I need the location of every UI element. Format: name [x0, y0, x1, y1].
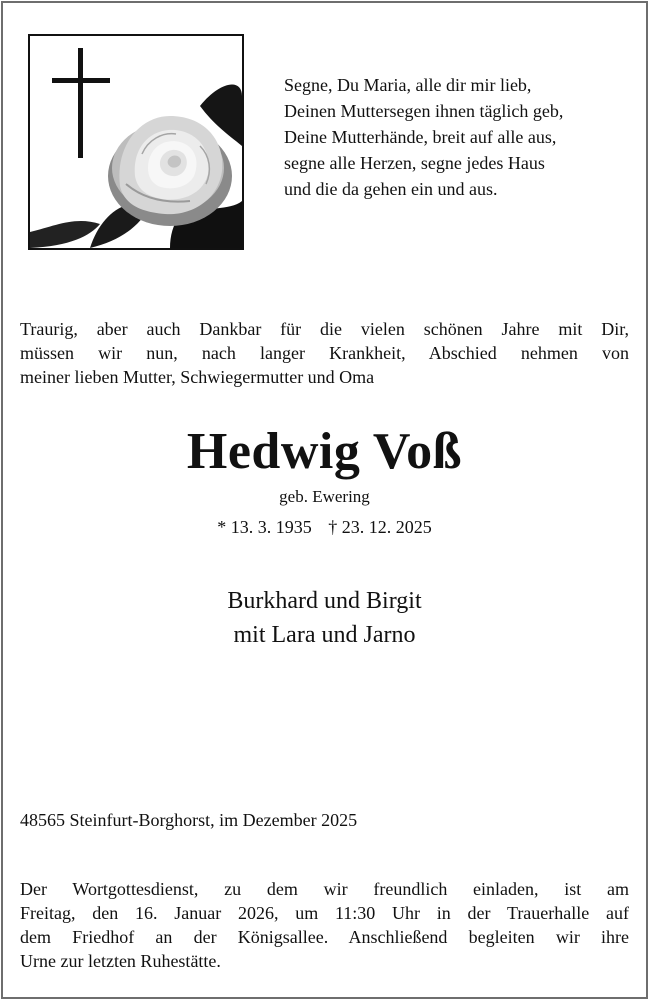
birth-date: * 13. 3. 1935 [217, 517, 312, 537]
poem-line: Deine Mutterhände, breit auf alle aus, [284, 127, 557, 147]
life-dates [0, 515, 649, 539]
service-announcement [20, 877, 629, 973]
intro-line: Traurig, aber auch Dankbar für die vielen schönen Jahre mit Dir, [20, 319, 629, 339]
poem-line: segne alle Herzen, segne jedes Haus [284, 153, 545, 173]
service-line: Der Wortgottesdienst, zu dem wir freundlich einladen, ist am [20, 879, 629, 899]
service-line: Urne zur letzten Ruhestätte. [20, 951, 221, 971]
mourners-line: mit Lara und Jarno [233, 622, 416, 648]
mourners [0, 584, 649, 652]
poem [284, 72, 634, 202]
mourners-line: Burkhard und Birgit [227, 588, 422, 614]
deceased-name: Hedwig Voß [186, 423, 463, 480]
poem-line: Deinen Muttersegen ihnen täglich geb, [284, 101, 564, 121]
place-and-date: 48565 Steinfurt-Borghorst, im Dezember 2025 [20, 810, 358, 830]
intro-text [20, 317, 629, 389]
death-date: † 23. 12. 2025 [328, 517, 432, 537]
poem-line: und die da gehen ein und aus. [284, 179, 498, 199]
service-line: Freitag, den 16. Januar 2026, um 11:30 Uhr in der Trauerhalle auf [20, 903, 629, 923]
intro-line: müssen wir nun, nach langer Krankheit, Abschied nehmen von [20, 343, 629, 363]
poem-line: Segne, Du Maria, alle dir mir lieb, [284, 75, 532, 95]
intro-line: meiner lieben Mutter, Schwiegermutter und Oma [20, 367, 375, 387]
service-line: dem Friedhof an der Königsallee. Anschließend begleiten wir ihre [20, 927, 629, 947]
cross-and-rose-image [28, 34, 244, 250]
birth-name: geb. Ewering [279, 487, 370, 506]
